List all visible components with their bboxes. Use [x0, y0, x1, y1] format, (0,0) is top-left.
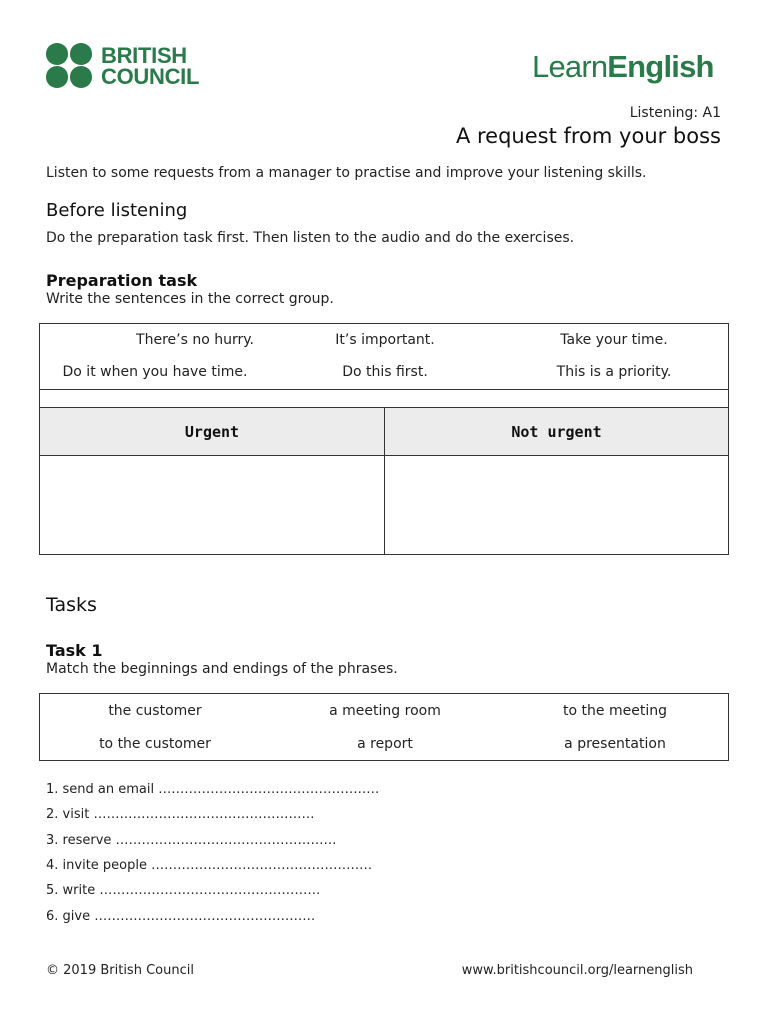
list-item: 3. reserve ……………………………………………	[46, 833, 337, 848]
british-council-logo	[46, 43, 199, 88]
list-item: 1. send an email ……………………………………………	[46, 782, 380, 797]
before-listening-heading: Before listening	[46, 200, 188, 221]
task1-heading: Task 1	[46, 641, 103, 660]
word-option: a report	[357, 736, 413, 752]
table-spacer-row	[39, 389, 729, 408]
list-item: 4. invite people ……………………………………………	[46, 858, 373, 873]
column-divider	[384, 408, 385, 554]
page-title: A request from your boss	[455, 124, 721, 148]
footer-url: www.britishcouncil.org/learnenglish	[461, 963, 693, 978]
list-item: 2. visit ……………………………………………	[46, 807, 315, 822]
list-item: 5. write ……………………………………………	[46, 883, 321, 898]
tasks-heading: Tasks	[46, 594, 97, 616]
word-option: Take your time.	[560, 332, 668, 348]
sorting-table	[39, 407, 729, 555]
word-option: There’s no hurry.	[136, 332, 254, 348]
word-option: the customer	[108, 703, 202, 719]
copyright-text: © 2019 British Council	[46, 963, 194, 978]
word-option: Do this first.	[342, 364, 428, 380]
preparation-task-heading: Preparation task	[46, 271, 198, 290]
word-option: a meeting room	[329, 703, 441, 719]
level-label: Listening: A1	[629, 105, 721, 121]
word-option: Do it when you have time.	[62, 364, 248, 380]
intro-text: Listen to some requests from a manager to practise and improve your listening skills.	[46, 165, 647, 181]
preparation-task-instruction: Write the sentences in the correct group.	[46, 291, 334, 307]
preparation-word-box	[39, 323, 729, 390]
not-urgent-column-header: Not urgent	[385, 408, 728, 456]
learnenglish-logo: LearnEnglish	[532, 49, 714, 84]
british-council-wordmark: BRITISH COUNCIL	[101, 42, 200, 89]
urgent-column-header: Urgent	[40, 408, 384, 456]
word-option: It’s important.	[335, 332, 435, 348]
word-option: a presentation	[564, 736, 666, 752]
task1-word-box	[39, 693, 729, 761]
task1-instruction: Match the beginnings and endings of the phrases.	[46, 661, 398, 677]
british-council-dots-icon	[46, 43, 93, 88]
word-option: This is a priority.	[556, 364, 672, 380]
word-option: to the meeting	[563, 703, 667, 719]
before-listening-text: Do the preparation task first. Then listen to the audio and do the exercises.	[46, 230, 575, 246]
word-option: to the customer	[99, 736, 211, 752]
list-item: 6. give ……………………………………………	[46, 909, 316, 924]
